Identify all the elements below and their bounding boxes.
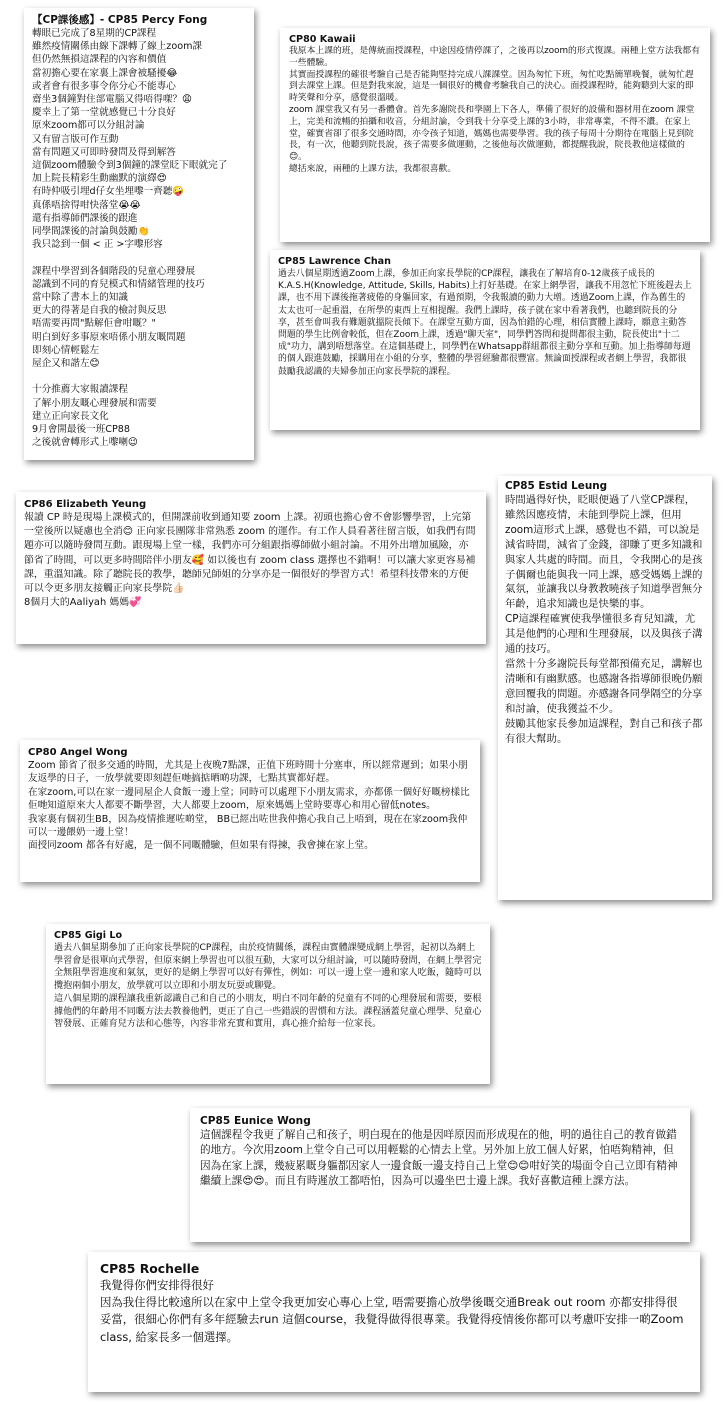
testimonial-card-rochelle bbox=[88, 1252, 700, 1392]
card-body: 報讀 CP 時是現場上課模式的，但開課前收到通知要 zoom 上課。初頭也擔心會不會影響學習，上完第一堂後所以疑慮也全消😊 正向家長團隊非常熟悉 zoom 的運作。有工作人員看著往留言版，如我們有問題亦可以隨時發問互動。跟現場上堂一樣，我們亦可分組跟指導師做小組討論。不用外出增加風險，亦節省了時間，可以更多時間陪伴小朋友🥰 如以後也有 zoom class 選擇也不錯啊！可以讓大家更容易補課，重溫知識。除了聽院長的教學，聽師兄師姐的分享亦是一個很好的學習方式！希望科技帶來的方便可以令更多朋友接觸正向家長學院👍🏻 8個月大的Aaliyah 媽媽💞 bbox=[24, 512, 476, 609]
testimonial-card-estid-leung bbox=[498, 476, 712, 900]
card-body: 時間過得好快，眨眼便過了八堂CP課程，雖然因應疫情，未能到學院上課，但用zoom這形式上課，感覺也不錯，可以說是減省時間，減省了金錢，卻賺了更多知識和與家人共處的時間。而且，令我開心的是孩子偶爾也能與我一同上課，感受媽媽上課的氣氛，並讓我以身教教曉孩子知道學習無分年齡，追求知識也是快樂的事。 CP這課程確實使我學懂很多育兒知識，尤其是他們的心理和生理發展，以及與孩子溝通的技巧。 當然十分多謝院長每堂都預備充足，講解也清晰和有幽默感。也感謝各指導師很晚仍願意回覆我的問題。亦感謝各同學隔空的分享和討論，使我獲益不少。 鼓勵其他家長參加這課程，對自己和孩子都有很大幫助。 bbox=[505, 494, 703, 745]
card-body: Zoom 節省了很多交通的時間，尤其是上夜晚7點課，正值下班時間十分塞車，所以經常遲到；如果小朋友返學的日子，一放學就要即刻趕佢哋搞掂晒啲功課，七點其實都好趕。 在家zoom,可以在家一邊同屋企人食飯一邊上堂；同時可以處理下小朋友需求，亦都係一個好好嘅榜樣比佢哋知道原來大人都要不斷學習，大人都要上zoom，原來媽媽上堂時要專心和用心留低notes。 我家裏有個初生BB，因為疫情推遲咗啲堂， BB已經出咗世我仲擔心我自己上唔到，現在在家zoom我仲可以一邊餵奶一邊上堂！ 面授同zoom 都各有好處，是一個不同嘅體驗，但如果有得揀，我會揀在家上堂。 bbox=[28, 760, 470, 852]
card-title: CP85 Gigi Lo bbox=[54, 930, 123, 941]
card-title: CP80 Kawaii bbox=[289, 34, 356, 45]
card-body: 過去八個星期參加了正向家長學院的CP課程，由於疫情關係，課程由實體課變成網上學習，起初以為網上學習會是很單向式學習，但原來網上學習也可以很互動，大家可以分組討論，可以隨時發問，在網上學習完全無阻學習進度和氣氛，更好的是網上學習可以好有彈性，例如：可以一邊上堂一邊和家人吃飯，隨時可以攬抱兩個小朋友，放學就可以立即和小朋友玩耍或聊覺。 這八個星期的課程讓我重新認識自己和自己的小朋友，明白不同年齡的兒童有不同的心理發展和需要，要根據他們的年齡用不同嘅方法去教養他們，更正了自己一些錯誤的習慣和方法。課程涵蓋兒童心理學、兒童心智發展、正確育兒方法和心態等，內容非常充實和實用，真心推介給每一位家長。 bbox=[54, 943, 482, 1030]
card-body: 過去八個星期透過Zoom上課，參加正向家長學院的CP課程，讓我在了解培育0-12歲孩子成長的K.A.S.H(Knowledge, Attitude, Skills, Habits)上打好基礎。在家上網學習，讓我不用忽忙下班後趕去上課，也不用下課後拖著疲倦的身軀回家，有過預期，令我報讀的動力大增。透過Zoom上課，作為舊生的太太也可一起重溫，在所學的東西上互相提醒。我們上課時，孩子就在家中看著我們，也聽到院長的分享，甚至會叫我有難題就搵院長傾下。在課堂互動方面，因為怕錯的心理，相信實體上課時，願意主動答問題的學生比例會較低，但在Zoom上課，透過"聊天室"，同學們答問和提問都很主動，院長使出"十二成"功力，講到唔想落堂。在這個基礎上，同學們在Whatsapp群組都很主動分享和互動。加上指導師每週的個人跟進鼓勵，採購用在小組的分享，整體的學習經驗都很豐富。無論面授課程或者網上學習，我都很鼓勵我認識的夫婦參加正向家長學院的課程。 bbox=[278, 269, 692, 377]
testimonial-card-elizabeth-yeung bbox=[16, 492, 486, 644]
card-title: CP85 Rochelle bbox=[100, 1261, 200, 1276]
card-title: CP80 Angel Wong bbox=[28, 747, 128, 758]
card-title: CP85 Eunice Wong bbox=[200, 1115, 311, 1127]
card-title: 【CP課後感】- CP85 Percy Fong bbox=[32, 14, 208, 26]
testimonial-card-angel-wong bbox=[20, 740, 480, 882]
testimonial-card-kawaii bbox=[280, 28, 710, 242]
testimonial-card-lawrence-chan bbox=[270, 250, 700, 430]
card-title: CP85 Lawrence Chan bbox=[278, 256, 391, 267]
card-body: 我覺得你們安排得很好 因為我住得比較遠所以在家中上堂令我更加安心專心上堂, 唔需要擔心放學後嘅交通Break out room 亦都安排得很妥當，很細心你們有多年經驗去run 這個course，我覺得做得很專業。我覺得疫情後你都可以考慮吓安排一啲Zoom class, 給家長多一個選擇。 bbox=[100, 1278, 684, 1344]
card-title: CP86 Elizabeth Yeung bbox=[24, 499, 147, 510]
card-body: 轉眼已完成了8星期的CP課程 雖然疫情關係由線下課轉了線上zoom課 但仍然無損這課程的內容和價值 當初擔心要在家裏上課會被騷擾😂 或者會有很多事令你分心不能專心 齋坐3個鐘對住部電腦又得唔得㗎？😩 慶幸上了第一堂就感覺已十分良好 原來zoom都可以分組討論 又有留言版可作互動 當有問題又可即時發問及得到解答 這個zoom體驗令到3個鐘的課堂眨下眼就完了 加上院長精彩生動幽默的演繹😍 有時仲吸引埋d仔女坐埋嚟一齊聽🤪 真係唔捨得咁快落堂😭😭 還有指導師們課後的跟進 同學間課後的討論與鼓勵👏 我只諗到一個 < 正 >字嚟形容 課程中學習到各個階段的兒童心理發展 認識到不同的育兒模式和情緒管理的技巧 當中除了書本上的知識 更大的得著是自我的檢討與反思 唔需要再問"點解佢會咁嘅？" 明白到好多事原來唔係小朋友嘅問題 即刻心情輕鬆左 屋企又和諧左😊 十分推薦大家報讀課程 了解小朋友嘅心理發展和需要 建立正向家長文化 9月會開最後一班CP88 之後就會轉形式上嚟喇😉 bbox=[32, 28, 228, 449]
testimonial-card-percy-fong bbox=[24, 8, 254, 460]
card-title: CP85 Estid Leung bbox=[505, 480, 608, 492]
testimonial-card-gigi-lo bbox=[46, 924, 490, 1084]
testimonial-card-eunice-wong bbox=[190, 1108, 690, 1242]
card-body: 我原本上課的班，是傳統面授課程，中途因疫情停課了，之後再以zoom的形式復課。兩種上堂方法我都有一些體驗。 其實面授課程的確很考驗自己是否能夠堅持完成八課課堂。因為匆忙下班，匆忙吃點簡單晚餐，就匆忙趕到去課堂上課。但是對我來說，這是一個很好的機會考驗我自己的決心。面授課程時，能夠聽到大家的即時笑聲和分享，感覺很溫暖。 zoom 課堂我又有另一番體會。首先多謝院長和學園上下各人，準備了很好的設備和器材用在zoom 課堂上，完美和流暢的拍攝和收音，分組討論，令到我十分享受上課的3小時，非常專業，不得不讚。在家上堂，確實省卻了很多交通時間，亦令孩子知道，媽媽也需要學習。我的孩子每周十分期待在電腦上見到院長，有一次，他聽到院長說，孩子需要多做運動，之後他每次做運動，都提醒我說，院長教他這樣做的😊。 總括來說，兩種的上課方法，我都很喜歡。 bbox=[289, 46, 701, 174]
card-body: 這個課程令我更了解自己和孩子，明白現在的他是因咩原因而形成現在的他，明的過往自己的教育做錯的地方。今次用zoom上堂令自己可以用輕鬆的心情去上堂。另外加上放工個人好累，怕唔夠精神，但因為在家上課，幾疲累嘅身軀都因家人一邊食飯一邊支持自己上堂😊😊咁好笑的場面令自己立即有精神繼續上課😍😍。而且有時遲放工都唔怕，因為可以邊坐巴士邊上課。我好喜歡這種上課方法。 bbox=[200, 1129, 678, 1187]
